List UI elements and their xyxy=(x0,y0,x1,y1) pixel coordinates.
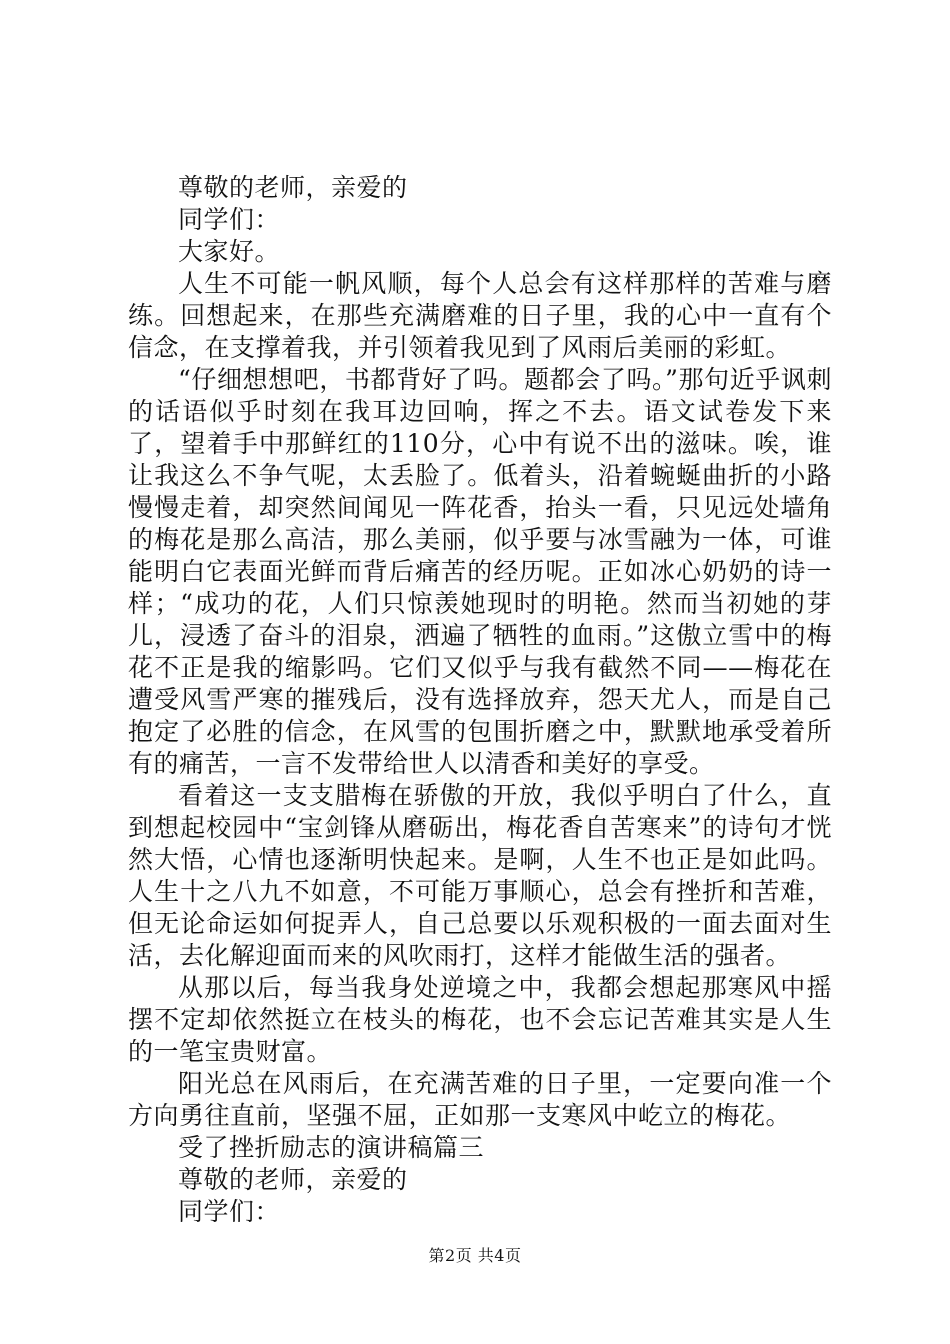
paragraph-greeting: 大家好。 xyxy=(178,237,281,266)
paragraph-since-then: 从那以后，每当我身处逆境之中，我都会想起那寒风中摇摆不定却依然挺立在枝头的梅花，也不会忘记苦难其实是人生的一笔宝贵财富。 xyxy=(128,973,832,1066)
paragraph-intro: 人生不可能一帆风顺，每个人总会有这样那样的苦难与磨练。回想起来，在那些充满磨难的日子里，我的心中一直有个信念，在支撑着我，并引领着我见到了风雨后美丽的彩虹。 xyxy=(128,269,832,362)
paragraph-salutation-2: 尊敬的老师，亲爱的 xyxy=(178,1165,408,1194)
paragraph-conclusion: 阳光总在风雨后，在充满苦难的日子里，一定要向准一个方向勇往直前，坚强不屈，正如那一支寒风中屹立的梅花。 xyxy=(128,1069,832,1130)
page-number-footer: 第2页 共4页 xyxy=(428,1246,522,1265)
paragraph-salutation: 尊敬的老师，亲爱的 xyxy=(178,173,408,202)
paragraph-audience: 同学们： xyxy=(178,205,281,234)
section-heading: 受了挫折励志的演讲稿篇三 xyxy=(178,1133,485,1162)
paragraph-realization: 看着这一支支腊梅在骄傲的开放，我似乎明白了什么，直到想起校园中“宝剑锋从磨砺出，梅花香自苦寒来”的诗句才恍然大悟，心情也逐渐明快起来。是啊，人生不也正是如此吗。人生十之八九不如意，不可能万事顺心，总会有挫折和苦难，但无论命运如何捉弄人，自己总要以乐观积极的一面去面对生活，去化解迎面而来的风吹雨打，这样才能做生活的强者。 xyxy=(128,781,832,970)
paragraph-plum-story: “仔细想想吧，书都背好了吗。题都会了吗。”那句近乎讽刺的话语似乎时刻在我耳边回响，挥之不去。语文试卷发下来了，望着手中那鲜红的110分，心中有说不出的滋味。唉，谁让我这么不争气呢，太丢脸了。低着头，沿着蜿蜒曲折的小路慢慢走着，却突然间闻见一阵花香，抬头一看，只见远处墙角的梅花是那么高洁，那么美丽，似乎要与冰雪融为一体，可谁能明白它表面光鲜而背后痛苦的经历呢。正如冰心奶奶的诗一样；“成功的花，人们只惊羡她现时的明艳。然而当初她的芽儿，浸透了奋斗的泪泉，洒遍了牺牲的血雨。”这傲立雪中的梅花不正是我的缩影吗。它们又似乎与我有截然不同——梅花在遭受风雪严寒的摧残后，没有选择放弃，怨天尤人，而是自己抱定了必胜的信念，在风雪的包围折磨之中，默默地承受着所有的痛苦，一言不发带给世人以清香和美好的享受。 xyxy=(128,365,832,778)
document-body xyxy=(128,172,832,1228)
paragraph-audience-2: 同学们： xyxy=(178,1197,281,1226)
